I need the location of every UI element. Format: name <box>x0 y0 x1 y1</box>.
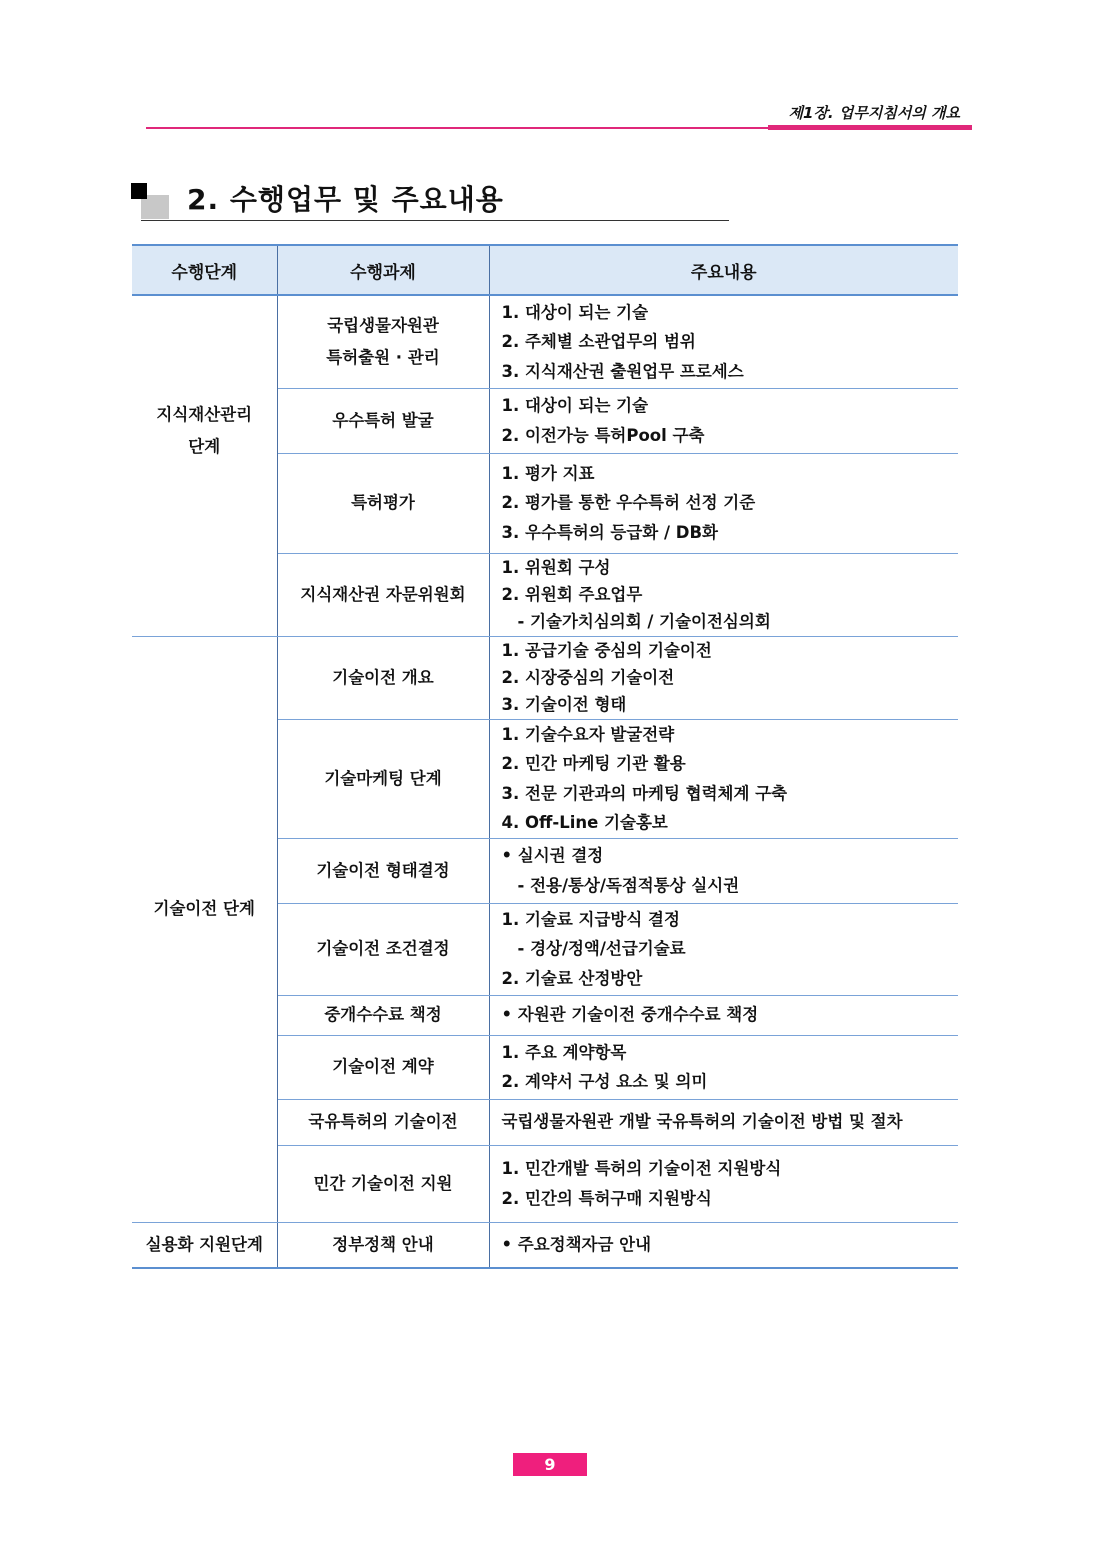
table-header-row <box>132 245 958 295</box>
stage-name: 실용화 지원단계 <box>145 1234 263 1254</box>
content-cell: • 실시권 결정 - 전용/통상/독점적통상 실시권 <box>489 838 958 903</box>
task-cell: 기술이전 개요 <box>277 636 489 719</box>
content-cell: 1. 공급기술 중심의 기술이전 2. 시장중심의 기술이전 3. 기술이전 형태 <box>489 636 958 719</box>
task-cell: 민간 기술이전 지원 <box>277 1145 489 1222</box>
stage-cell <box>132 636 277 1222</box>
content-cell: 1. 민간개발 특허의 기술이전 지원방식 2. 민간의 특허구매 지원방식 <box>489 1145 958 1222</box>
chapter-label: 제1장. 업무지침서의 개요 <box>788 104 960 122</box>
task-cell: 지식재산권 자문위원회 <box>277 553 489 636</box>
task-table <box>132 244 958 1269</box>
content-cell: 1. 기술료 지급방식 결정 - 경상/정액/선급기술료 2. 기술료 산정방안 <box>489 903 958 995</box>
stage-name: 지식재산관리 <box>156 404 253 424</box>
task-cell: 기술이전 형태결정 <box>277 838 489 903</box>
task-cell: 기술이전 조건결정 <box>277 903 489 995</box>
header-task: 수행과제 <box>277 245 489 295</box>
task-cell: 국립생물자원관 특허출원 · 관리 <box>277 295 489 388</box>
content-cell: • 주요정책자금 안내 <box>489 1222 958 1268</box>
page-number: 9 <box>513 1453 587 1476</box>
header-rule-accent <box>768 125 972 130</box>
content-cell: 1. 주요 계약항목 2. 계약서 구성 요소 및 의미 <box>489 1035 958 1099</box>
content-cell: 국립생물자원관 개발 국유특허의 기술이전 방법 및 절차 <box>489 1099 958 1145</box>
table-row <box>132 295 958 388</box>
section-title: 2. 수행업무 및 주요내용 <box>187 183 504 216</box>
table-row <box>132 1222 958 1268</box>
section-mark-black <box>131 183 147 199</box>
task-cell: 중개수수료 책정 <box>277 995 489 1035</box>
task-cell: 국유특허의 기술이전 <box>277 1099 489 1145</box>
task-cell: 기술마케팅 단계 <box>277 719 489 838</box>
stage-name: 기술이전 단계 <box>153 899 255 918</box>
task-cell: 정부정책 안내 <box>277 1222 489 1268</box>
task-cell: 우수특허 발굴 <box>277 388 489 453</box>
content-cell: 1. 평가 지표 2. 평가를 통한 우수특허 선정 기준 3. 우수특허의 등급화 / DB화 <box>489 453 958 553</box>
header-content: 주요내용 <box>489 245 958 295</box>
content-cell: 1. 위원회 구성 2. 위원회 주요업무 - 기술가치심의회 / 기술이전심의회 <box>489 553 958 636</box>
task-cell: 특허평가 <box>277 453 489 553</box>
content-cell: 1. 대상이 되는 기술 2. 이전가능 특허Pool 구축 <box>489 388 958 453</box>
content-cell: 1. 기술수요자 발굴전략 2. 민간 마케팅 기관 활용 3. 전문 기관과의 마케팅 협력체계 구축 4. Off-Line 기술홍보 <box>489 719 958 838</box>
content-cell: 1. 대상이 되는 기술 2. 주체별 소관업무의 범위 3. 지식재산권 출원업무 프로세스 <box>489 295 958 388</box>
table-row <box>132 636 958 719</box>
stage-name: 단계 <box>188 436 221 456</box>
stage-cell <box>132 295 277 636</box>
section-title-underline <box>141 220 729 221</box>
content-cell: • 자원관 기술이전 중개수수료 책정 <box>489 995 958 1035</box>
header-stage: 수행단계 <box>132 245 277 295</box>
task-cell: 기술이전 계약 <box>277 1035 489 1099</box>
stage-cell <box>132 1222 277 1268</box>
